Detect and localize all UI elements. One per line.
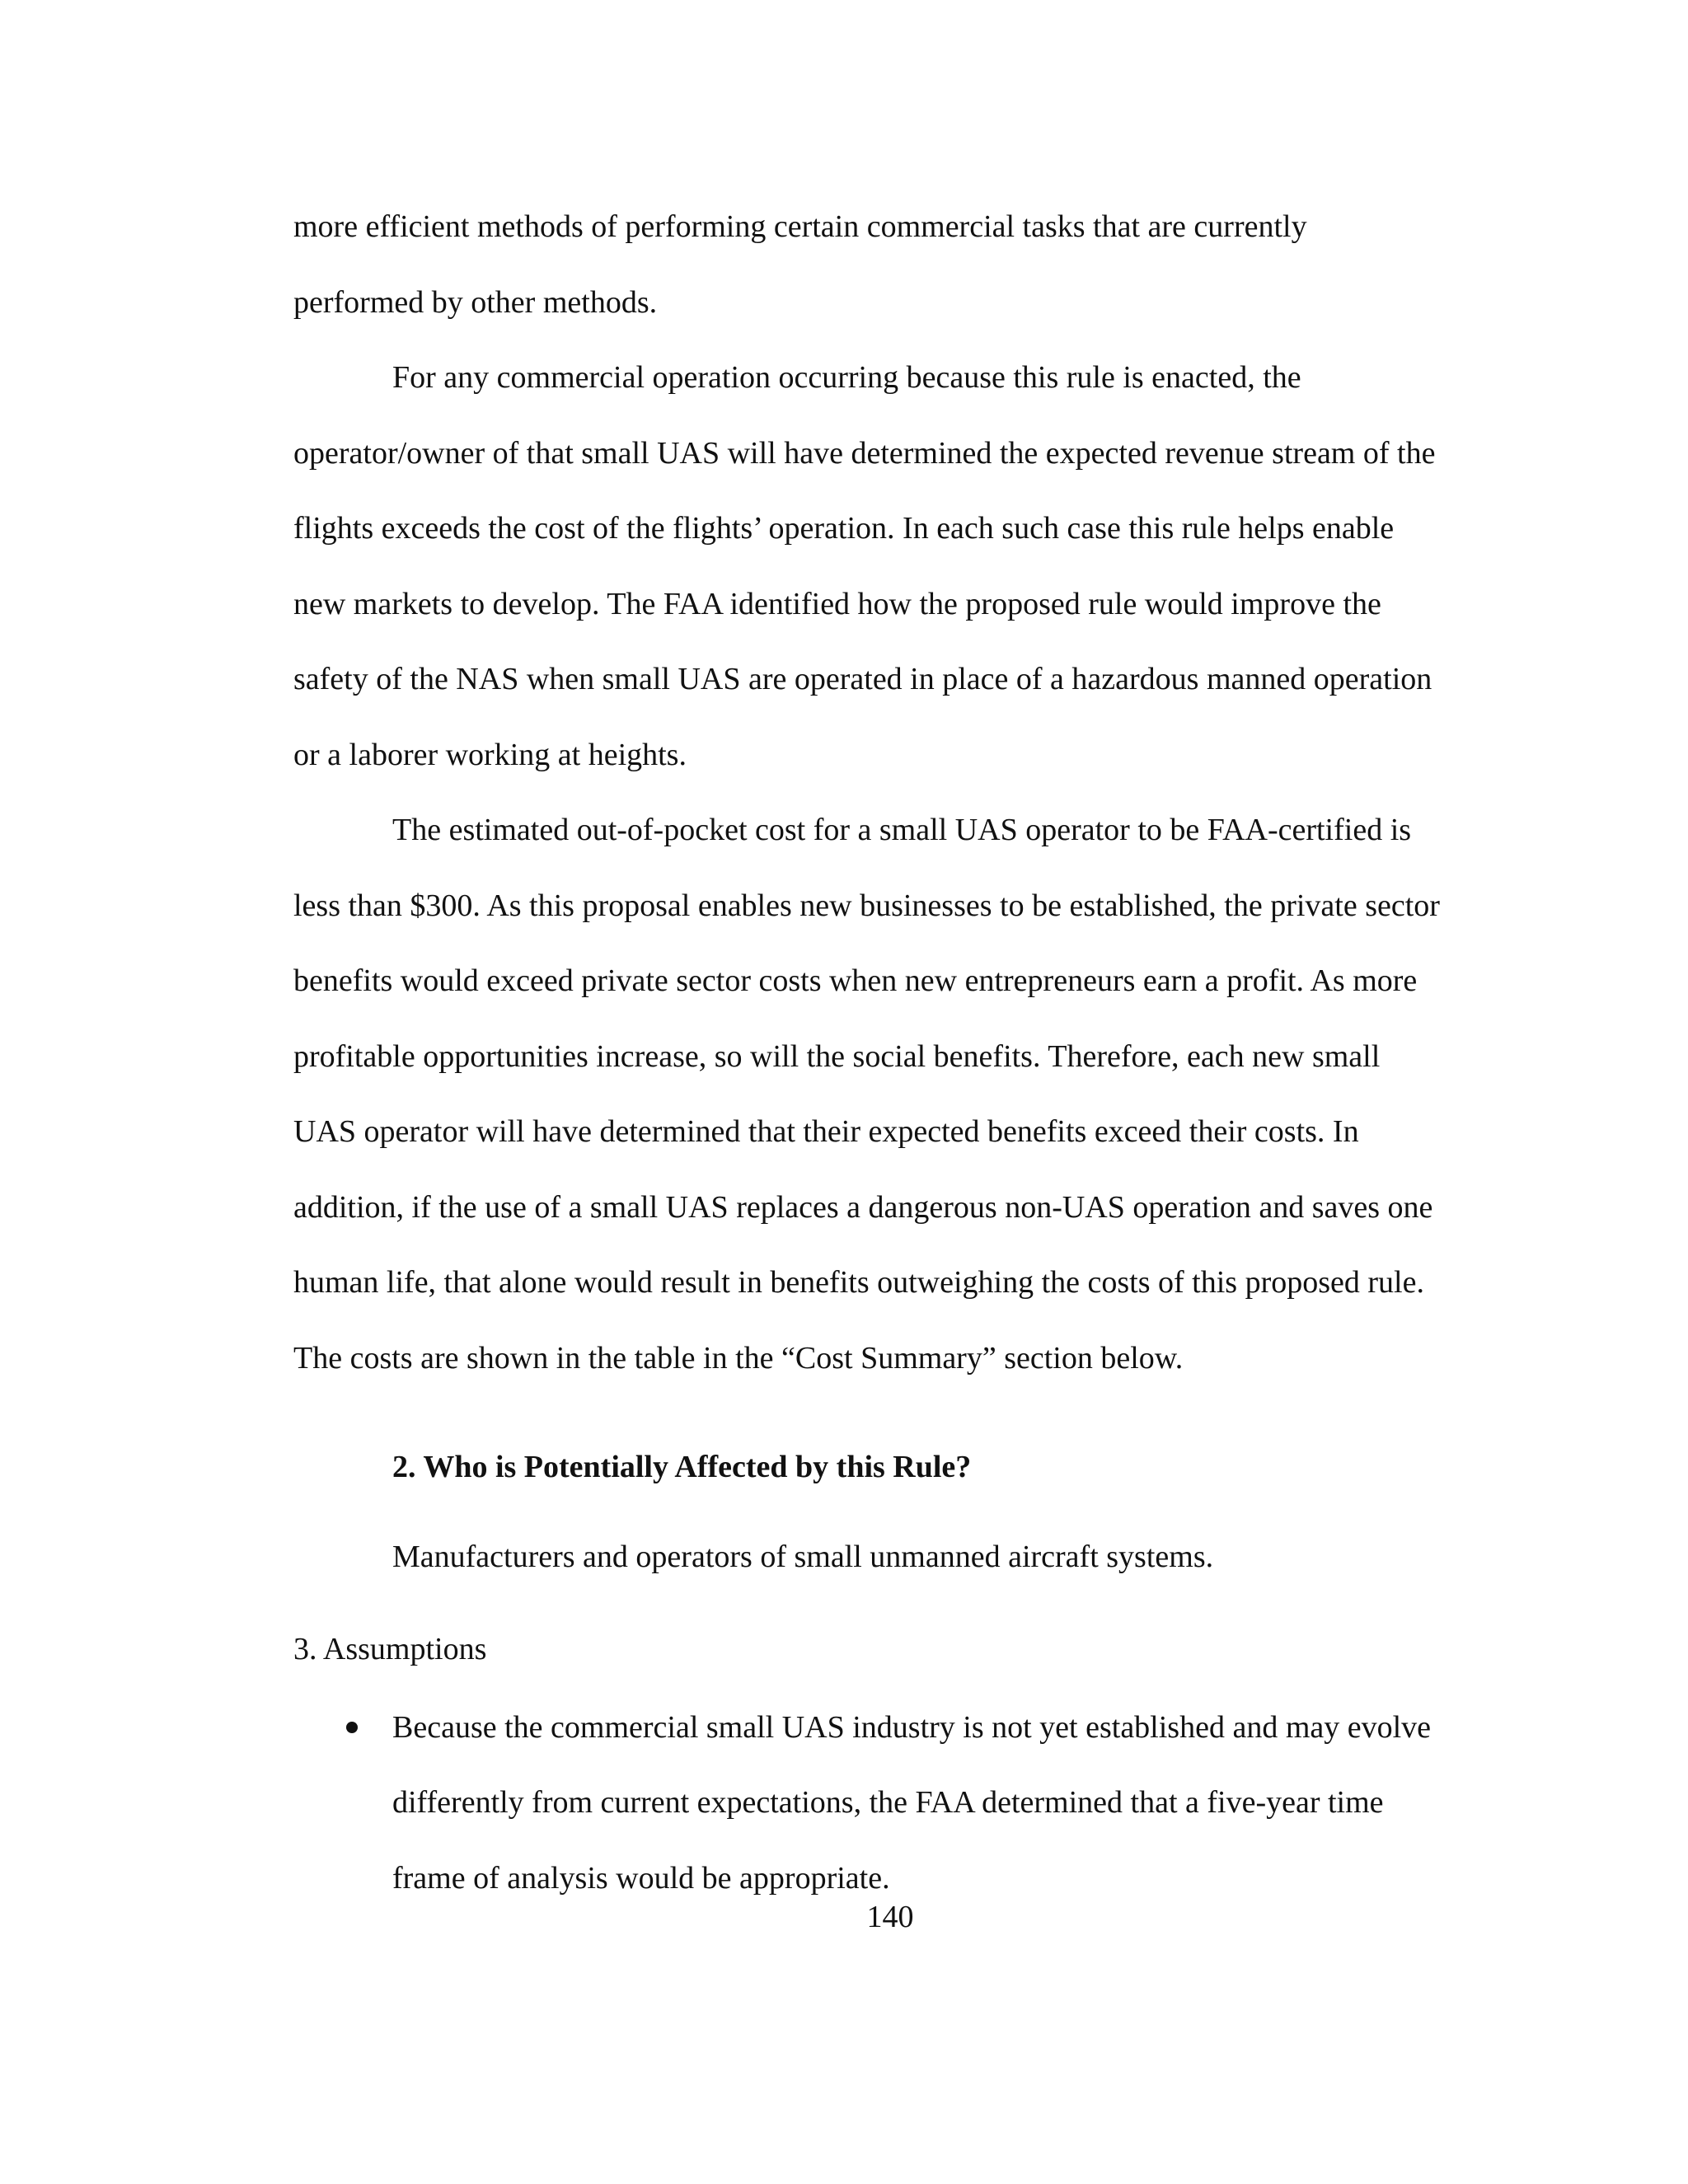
section-text-affected: Manufacturers and operators of small unmanned aircraft systems. [392, 1539, 1214, 1574]
document-body [293, 190, 1505, 1916]
list-item [293, 1690, 1505, 1917]
section-label-assumptions: 3. Assumptions [293, 1632, 487, 1666]
text-line: UAS operator will have determined that their expected benefits exceed their costs. In [293, 1114, 1359, 1149]
text-line: more efficient methods of performing certain commercial tasks that are currently [293, 209, 1307, 244]
text-line: operator/owner of that small UAS will have determined the expected revenue stream of the [293, 435, 1436, 471]
paragraph-continuation [293, 190, 1505, 340]
text-line: safety of the NAS when small UAS are operated in place of a hazardous manned operation [293, 662, 1432, 696]
text-line: or a laborer working at heights. [293, 737, 687, 772]
paragraph-commercial-operation [293, 340, 1505, 793]
text-line: benefits would exceed private sector costs when new entrepreneurs earn a profit. As more [293, 963, 1418, 998]
page-number: 140 [866, 1900, 914, 1934]
bullet-icon [346, 1722, 358, 1733]
text-line: flights exceeds the cost of the flights’ operation. In each such case this rule helps enable [293, 511, 1395, 546]
text-line: The costs are shown in the table in the “Cost Summary” section below. [293, 1340, 1184, 1376]
paragraph-estimated-cost [293, 793, 1505, 1396]
assumptions-list [293, 1690, 1505, 1917]
text-line: Because the commercial small UAS industry is not yet established and may evolve [392, 1709, 1432, 1745]
text-line: differently from current expectations, the FAA determined that a five-year time [392, 1785, 1384, 1820]
text-line: less than $300. As this proposal enables new businesses to be established, the private sector [293, 888, 1440, 923]
text-line: The estimated out-of-pocket cost for a small UAS operator to be FAA-certified is [392, 813, 1412, 847]
section-heading-affected: 2. Who is Potentially Affected by this Rule? [392, 1450, 972, 1484]
text-line: addition, if the use of a small UAS replaces a dangerous non-UAS operation and saves one [293, 1189, 1433, 1225]
text-line: new markets to develop. The FAA identified how the proposed rule would improve the [293, 586, 1381, 621]
text-line: human life, that alone would result in benefits outweighing the costs of this proposed rule. [293, 1265, 1424, 1300]
text-line: performed by other methods. [293, 284, 658, 320]
text-line: frame of analysis would be appropriate. [392, 1860, 890, 1896]
text-line: For any commercial operation occurring because this rule is enacted, the [392, 360, 1301, 395]
text-line: profitable opportunities increase, so will the social benefits. Therefore, each new small [293, 1038, 1381, 1074]
